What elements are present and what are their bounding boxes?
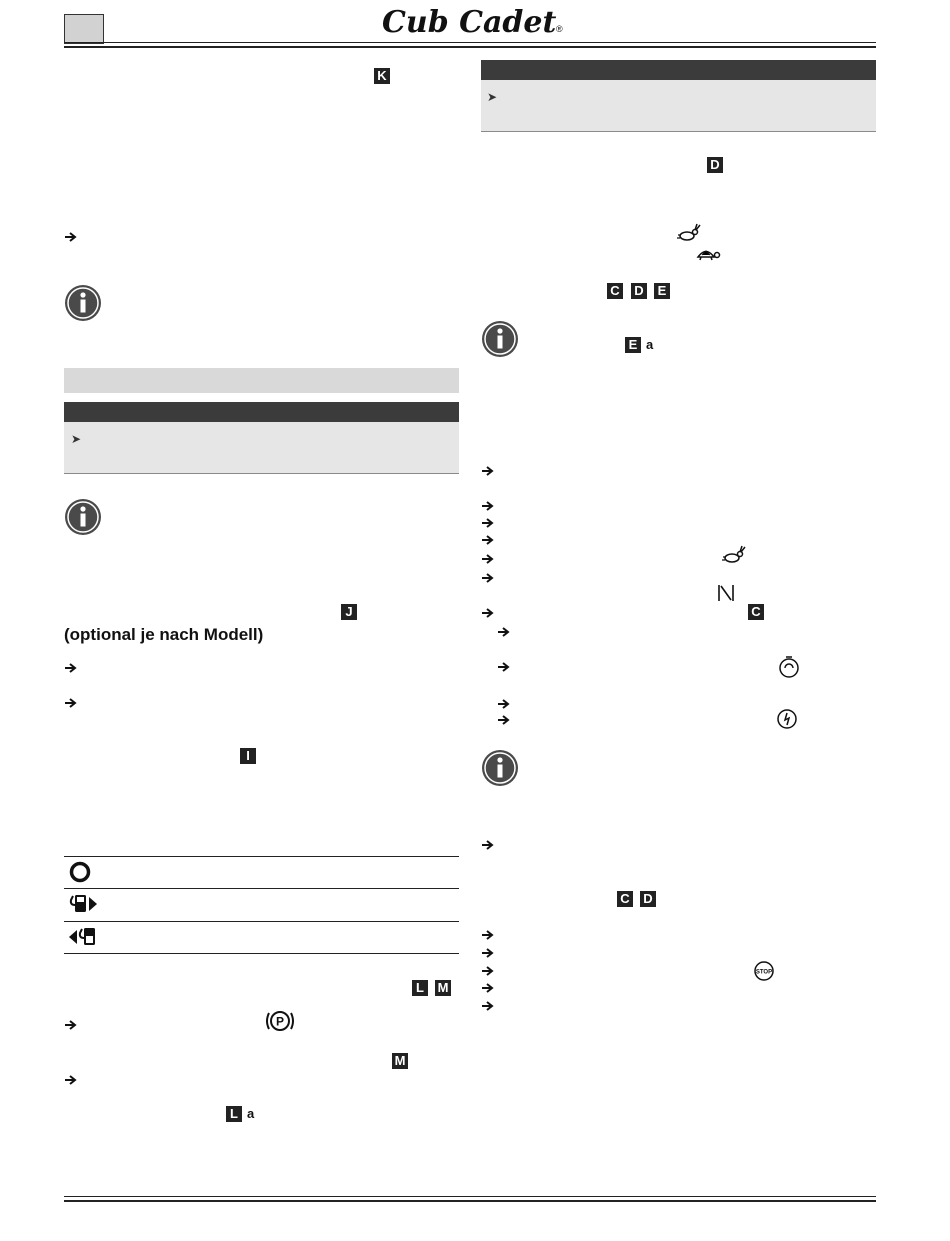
footer-rule-thick <box>64 1200 876 1202</box>
arrow-right-icon <box>481 965 495 977</box>
marker-e: E <box>654 283 670 299</box>
marker-e: E <box>625 337 641 353</box>
arrow-right-icon <box>481 553 495 565</box>
warning-box <box>481 80 876 132</box>
rabbit-fast-icon <box>720 545 746 565</box>
table-rule <box>64 888 459 889</box>
language-tab <box>64 14 104 44</box>
marker-d: D <box>640 891 656 907</box>
arrow-right-icon <box>481 947 495 959</box>
header-rule <box>64 42 876 43</box>
turtle-slow-icon <box>695 246 721 262</box>
arrow-right-icon <box>497 661 511 673</box>
footer-rule <box>64 1196 876 1197</box>
info-icon <box>481 749 519 787</box>
bullet-triangle: ➤ <box>487 90 498 104</box>
marker-sub-a: a <box>646 337 654 352</box>
arrow-right-icon <box>481 572 495 584</box>
marker-j: J <box>341 604 357 620</box>
info-icon <box>64 284 102 322</box>
marker-d: D <box>707 157 723 173</box>
arrow-right-icon <box>481 929 495 941</box>
arrow-right-icon <box>64 1074 78 1086</box>
header-rule-thick <box>64 46 876 48</box>
info-icon <box>481 320 519 358</box>
marker-c: C <box>617 891 633 907</box>
arrow-right-icon <box>481 607 495 619</box>
arrow-right-icon <box>481 517 495 529</box>
info-icon <box>64 498 102 536</box>
arrow-right-icon <box>481 500 495 512</box>
svg-text:STOP: STOP <box>755 969 773 976</box>
arrow-right-icon <box>497 698 511 710</box>
arrow-right-icon <box>481 839 495 851</box>
marker-k: K <box>374 68 390 84</box>
circle-indicator-icon <box>68 861 92 883</box>
svg-text:P: P <box>275 1014 285 1029</box>
svg-text:®: ® <box>556 24 563 34</box>
rabbit-fast-icon <box>675 223 701 243</box>
section-bar <box>64 368 459 393</box>
start-icon <box>776 708 798 730</box>
stop-icon <box>753 960 775 982</box>
marker-l: L <box>226 1106 242 1122</box>
table-rule <box>64 856 459 857</box>
arrow-right-icon <box>481 465 495 477</box>
arrow-right-icon <box>481 534 495 546</box>
fuel-full-icon <box>67 893 99 915</box>
arrow-right-icon <box>64 231 78 243</box>
arrow-right-icon <box>481 982 495 994</box>
marker-m: M <box>392 1053 408 1069</box>
bullet-triangle: ➤ <box>71 432 82 446</box>
marker-m: M <box>435 980 451 996</box>
marker-l: L <box>412 980 428 996</box>
warning-header <box>481 60 876 80</box>
warning-box <box>64 422 459 474</box>
marker-d: D <box>631 283 647 299</box>
optional-heading: (optional je nach Modell) <box>64 625 264 644</box>
cub-cadet-logo <box>380 2 570 40</box>
arrow-right-icon <box>497 714 511 726</box>
warning-header <box>64 402 459 422</box>
arrow-right-icon <box>64 662 78 674</box>
marker-c: C <box>748 604 764 620</box>
marker-sub-a: a <box>247 1106 255 1121</box>
neutral-icon <box>716 583 736 603</box>
table-rule <box>64 921 459 922</box>
table-rule <box>64 953 459 954</box>
choke-icon <box>778 655 800 679</box>
fuel-empty-icon <box>67 926 99 948</box>
arrow-right-icon <box>497 626 511 638</box>
arrow-right-icon <box>481 1000 495 1012</box>
marker-i: I <box>240 748 256 764</box>
svg-text:Cub Cadet: Cub Cadet <box>382 5 557 40</box>
marker-c: C <box>607 283 623 299</box>
arrow-right-icon <box>64 1019 78 1031</box>
arrow-right-icon <box>64 697 78 709</box>
parking-brake-icon <box>265 1008 295 1034</box>
